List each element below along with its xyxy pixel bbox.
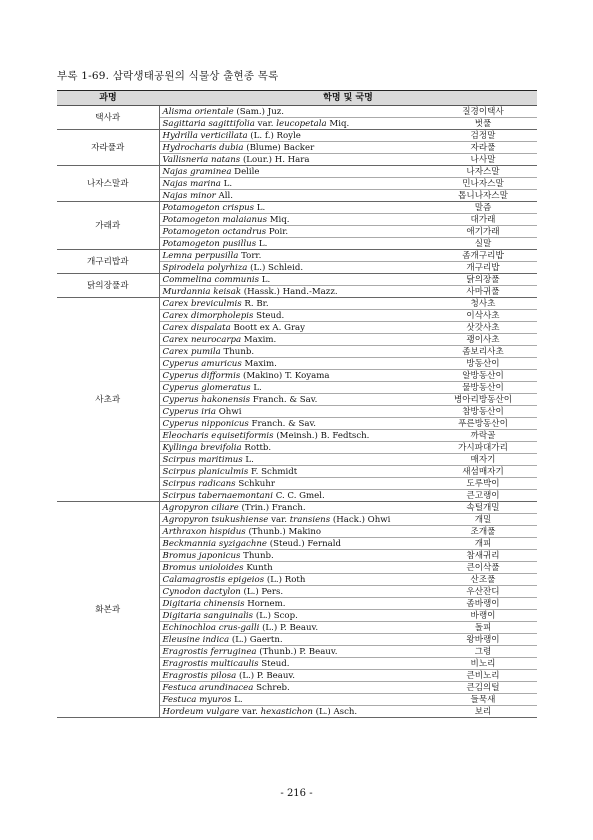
name-italic-part: Agropyron tsukushiense xyxy=(162,514,269,525)
name-italic-part: Cyperus difformis xyxy=(162,370,241,381)
name-italic-part: Arthraxon hispidus xyxy=(162,526,246,537)
name-author-part: Ohwi xyxy=(216,406,242,417)
scientific-name-cell xyxy=(159,286,429,298)
korean-name-cell: 질경이택사 xyxy=(429,106,537,118)
name-italic-part: Commelina communis xyxy=(162,274,260,285)
name-italic-part: Murdannia keisak xyxy=(162,286,242,297)
name-author-part: (Steud.) Fernald xyxy=(267,538,341,549)
scientific-name-cell xyxy=(159,490,429,502)
scientific-name-cell xyxy=(159,442,429,454)
korean-name-cell: 검정말 xyxy=(429,130,537,142)
name-italic-part: Bromus unioloides xyxy=(162,562,244,573)
name-italic-part: Festuca myuros xyxy=(162,694,232,705)
korean-name-cell: 좀보리사초 xyxy=(429,346,537,358)
korean-name-cell: 참새귀리 xyxy=(429,550,537,562)
name-italic-part: Echinochloa crus-galli xyxy=(162,622,260,633)
scientific-name-cell xyxy=(159,622,429,634)
scientific-name-cell xyxy=(159,394,429,406)
korean-name-cell: 삿갓사초 xyxy=(429,322,537,334)
table-row xyxy=(57,274,537,286)
name-author-part: Schreb. xyxy=(253,682,290,693)
korean-name-cell: 바랭이 xyxy=(429,610,537,622)
name-author-part: L. xyxy=(220,178,233,189)
scientific-name-cell xyxy=(159,130,429,142)
scientific-name-cell xyxy=(159,646,429,658)
korean-name-cell: 들묵새 xyxy=(429,694,537,706)
name-italic-part: Hydrocharis dubia xyxy=(162,142,244,153)
name-author-part: (Meinsh.) B. Fedtsch. xyxy=(273,430,370,441)
name-author-part: (L.) Pers. xyxy=(240,586,284,597)
korean-name-cell: 그령 xyxy=(429,646,537,658)
scientific-name-cell xyxy=(159,502,429,514)
name-author-part: L. xyxy=(259,274,271,285)
name-author-part: Maxim. xyxy=(241,358,277,369)
name-author-part: Steud. xyxy=(258,658,290,669)
name-italic-part: Hydrilla verticillata xyxy=(162,130,248,141)
name-author-part: (Thunb.) Makino xyxy=(245,526,322,537)
scientific-name-cell xyxy=(159,334,429,346)
name-italic-part: Eleusine indica xyxy=(162,634,230,645)
name-author-part: (Blume) Backer xyxy=(243,142,315,153)
table-row xyxy=(57,130,537,142)
scientific-name-cell xyxy=(159,682,429,694)
scientific-name-cell xyxy=(159,610,429,622)
name-author-part: (Trin.) Franch. xyxy=(238,502,306,513)
korean-name-cell: 말즘 xyxy=(429,202,537,214)
name-italic-part: Potamogeton pusillus xyxy=(162,238,257,249)
name-author-part: (Hack.) Ohwi xyxy=(330,514,391,525)
name-author-part: (L.) Asch. xyxy=(312,706,358,717)
scientific-name-cell xyxy=(159,466,429,478)
table-header xyxy=(57,91,537,106)
scientific-name-cell xyxy=(159,574,429,586)
scientific-name-cell xyxy=(159,322,429,334)
scientific-name-cell xyxy=(159,382,429,394)
korean-name-cell: 애기가래 xyxy=(429,226,537,238)
korean-name-cell: 대가래 xyxy=(429,214,537,226)
name-author-part: (L.) P. Beauv. xyxy=(259,622,319,633)
name-italic-part: Potamogeton crispus xyxy=(162,202,255,213)
name-italic-part: Najas graminea xyxy=(162,166,232,177)
name-italic-part: Cyperus amuricus xyxy=(162,358,242,369)
korean-name-cell: 개피 xyxy=(429,538,537,550)
name-italic-part: Eragrostis ferruginea xyxy=(162,646,257,657)
korean-name-cell: 새섬매자기 xyxy=(429,466,537,478)
name-author-part: Poir. xyxy=(266,226,289,237)
name-italic-part: hexastichon xyxy=(260,706,313,717)
korean-name-cell: 도루박이 xyxy=(429,478,537,490)
name-italic-part: Vallisneria natans xyxy=(162,154,241,165)
name-author-part: var. xyxy=(254,118,277,129)
korean-name-cell: 비노리 xyxy=(429,658,537,670)
name-italic-part: Cynodon dactylon xyxy=(162,586,241,597)
document-title: 부록 1-69. 삼락생태공원의 식물상 출현종 목록 xyxy=(57,70,279,82)
name-italic-part: Digitaria sanguinalis xyxy=(162,610,254,621)
korean-name-cell: 큰이삭풀 xyxy=(429,562,537,574)
family-cell: 닭의장풀과 xyxy=(57,274,159,298)
scientific-name-cell xyxy=(159,118,429,130)
name-author-part: (L.) P. Beauv. xyxy=(236,670,295,681)
korean-name-cell: 벗풀 xyxy=(429,118,537,130)
scientific-name-cell xyxy=(159,418,429,430)
family-cell: 개구리밥과 xyxy=(57,250,159,274)
scientific-name-cell xyxy=(159,178,429,190)
korean-name-cell: 병아리방동산이 xyxy=(429,394,537,406)
korean-name-cell: 방동산이 xyxy=(429,358,537,370)
name-author-part: Franch. & Sav. xyxy=(250,394,318,405)
name-italic-part: Cyperus nipponicus xyxy=(162,418,249,429)
scientific-name-cell xyxy=(159,706,429,718)
name-italic-part: Festuca arundinacea xyxy=(162,682,254,693)
name-italic-part: leucopetala xyxy=(276,118,327,129)
korean-name-cell: 산조풀 xyxy=(429,574,537,586)
name-italic-part: Hordeum vulgare xyxy=(162,706,240,717)
scientific-name-cell xyxy=(159,154,429,166)
scientific-name-cell xyxy=(159,586,429,598)
family-cell: 가래과 xyxy=(57,202,159,250)
name-italic-part: Eragrostis pilosa xyxy=(162,670,237,681)
name-author-part: Schkuhr xyxy=(235,478,275,489)
name-author-part: (L.) Roth xyxy=(264,574,306,585)
korean-name-cell: 나사말 xyxy=(429,154,537,166)
korean-name-cell: 큰김의털 xyxy=(429,682,537,694)
scientific-name-cell xyxy=(159,370,429,382)
name-author-part: (L. f.) Royle xyxy=(247,130,301,141)
korean-name-cell: 이삭사초 xyxy=(429,310,537,322)
table-row xyxy=(57,166,537,178)
name-italic-part: Cyperus iria xyxy=(162,406,217,417)
name-italic-part: Scirpus radicans xyxy=(162,478,236,489)
korean-name-cell: 속털개밀 xyxy=(429,502,537,514)
scientific-name-cell xyxy=(159,274,429,286)
name-author-part: R. Br. xyxy=(241,298,269,309)
scientific-name-cell xyxy=(159,190,429,202)
scientific-name-cell xyxy=(159,598,429,610)
name-italic-part: Spirodela polyrhiza xyxy=(162,262,248,273)
name-author-part: Thunb. xyxy=(220,346,255,357)
name-author-part: (Makino) T. Koyama xyxy=(240,370,330,381)
scientific-name-cell xyxy=(159,310,429,322)
table-row xyxy=(57,106,537,118)
name-author-part: Steud. xyxy=(253,310,285,321)
table-row xyxy=(57,502,537,514)
korean-name-cell: 좀개구리밥 xyxy=(429,250,537,262)
name-author-part: var. xyxy=(239,706,261,717)
name-author-part: Torr. xyxy=(238,250,262,261)
name-italic-part: Carex neurocarpa xyxy=(162,334,242,345)
korean-name-cell: 알방동산이 xyxy=(429,370,537,382)
name-author-part: C. C. Gmel. xyxy=(272,490,325,501)
name-italic-part: Alisma orientale xyxy=(162,106,234,117)
korean-name-cell: 자라풀 xyxy=(429,142,537,154)
scientific-name-cell xyxy=(159,658,429,670)
korean-name-cell: 매자기 xyxy=(429,454,537,466)
name-italic-part: Agropyron ciliare xyxy=(162,502,239,513)
korean-name-cell: 우산잔디 xyxy=(429,586,537,598)
name-author-part: Franch. & Sav. xyxy=(248,418,317,429)
korean-name-cell: 조개풀 xyxy=(429,526,537,538)
name-italic-part: Bromus japonicus xyxy=(162,550,241,561)
name-italic-part: Potamogeton octandrus xyxy=(162,226,267,237)
name-italic-part: Scirpus planiculmis xyxy=(162,466,249,477)
page-number: - 216 - xyxy=(280,788,313,799)
scientific-name-cell xyxy=(159,214,429,226)
scientific-name-cell xyxy=(159,346,429,358)
name-author-part: Delile xyxy=(231,166,260,177)
name-italic-part: Najas minor xyxy=(162,190,216,201)
name-author-part: (Sam.) Juz. xyxy=(233,106,284,117)
name-author-part: var. xyxy=(268,514,290,525)
scientific-name-cell xyxy=(159,526,429,538)
name-author-part: Maxim. xyxy=(241,334,277,345)
scientific-name-cell xyxy=(159,670,429,682)
korean-name-cell: 닭의장풀 xyxy=(429,274,537,286)
table-row xyxy=(57,250,537,262)
scientific-name-cell xyxy=(159,562,429,574)
scientific-name-cell xyxy=(159,226,429,238)
family-cell: 택사과 xyxy=(57,106,159,130)
scientific-name-cell xyxy=(159,202,429,214)
scientific-name-cell xyxy=(159,430,429,442)
scientific-name-cell xyxy=(159,298,429,310)
name-author-part: Miq. xyxy=(326,118,350,129)
name-author-part: Miq. xyxy=(266,214,290,225)
name-italic-part: Lemna perpusilla xyxy=(162,250,239,261)
name-italic-part: Beckmannia syzigachne xyxy=(162,538,268,549)
species-table xyxy=(57,90,537,718)
korean-name-cell: 큰고랭이 xyxy=(429,490,537,502)
scientific-name-cell xyxy=(159,550,429,562)
korean-name-cell: 괭이사초 xyxy=(429,334,537,346)
name-author-part: Thunb. xyxy=(240,550,274,561)
name-italic-part: Scirpus tabernaemontani xyxy=(162,490,273,501)
name-italic-part: transiens xyxy=(289,514,331,525)
name-italic-part: Digitaria chinensis xyxy=(162,598,245,609)
korean-name-cell: 왕바랭이 xyxy=(429,634,537,646)
name-author-part: L. xyxy=(231,694,243,705)
name-italic-part: Sagittaria sagittifolia xyxy=(162,118,255,129)
name-author-part: Kunth xyxy=(243,562,273,573)
scientific-name-cell xyxy=(159,142,429,154)
name-author-part: Hornem. xyxy=(244,598,286,609)
name-author-part: Boott ex A. Gray xyxy=(230,322,306,333)
name-author-part: (Lour.) H. Hara xyxy=(240,154,310,165)
name-italic-part: Calamagrostis epigeios xyxy=(162,574,265,585)
name-italic-part: Eragrostis multicaulis xyxy=(162,658,259,669)
korean-name-cell: 청사초 xyxy=(429,298,537,310)
name-author-part: F. Schmidt xyxy=(248,466,298,477)
scientific-name-cell xyxy=(159,538,429,550)
scientific-name-cell xyxy=(159,634,429,646)
table-body xyxy=(57,106,537,718)
korean-name-cell: 개구리밥 xyxy=(429,262,537,274)
family-cell: 화본과 xyxy=(57,502,159,718)
korean-name-cell: 민나자스말 xyxy=(429,178,537,190)
korean-name-cell: 물방동산이 xyxy=(429,382,537,394)
korean-name-cell: 좀바랭이 xyxy=(429,598,537,610)
header-name: 학명 및 국명 xyxy=(159,91,537,106)
korean-name-cell: 보리 xyxy=(429,706,537,718)
name-italic-part: Potamogeton malaianus xyxy=(162,214,267,225)
korean-name-cell: 사마귀풀 xyxy=(429,286,537,298)
family-cell: 나자스말과 xyxy=(57,166,159,202)
name-author-part: (L.) Schleid. xyxy=(247,262,304,273)
name-italic-part: Eleocharis equisetiformis xyxy=(162,430,274,441)
scientific-name-cell xyxy=(159,514,429,526)
korean-name-cell: 실말 xyxy=(429,238,537,250)
name-italic-part: Cyperus hakonensis xyxy=(162,394,251,405)
korean-name-cell: 큰비노리 xyxy=(429,670,537,682)
scientific-name-cell xyxy=(159,250,429,262)
name-italic-part: Carex breviculmis xyxy=(162,298,242,309)
table-row xyxy=(57,202,537,214)
name-italic-part: Kyllinga brevifolia xyxy=(162,442,242,453)
name-italic-part: Carex dimorpholepis xyxy=(162,310,254,321)
scientific-name-cell xyxy=(159,406,429,418)
korean-name-cell: 푸른방동산이 xyxy=(429,418,537,430)
name-author-part: L. xyxy=(242,454,254,465)
name-italic-part: Cyperus glomeratus xyxy=(162,382,251,393)
scientific-name-cell xyxy=(159,262,429,274)
name-author-part: L. xyxy=(250,382,262,393)
family-cell: 사초과 xyxy=(57,298,159,502)
table-row xyxy=(57,298,537,310)
name-italic-part: Carex dispalata xyxy=(162,322,231,333)
korean-name-cell: 개밀 xyxy=(429,514,537,526)
name-author-part: L. xyxy=(256,238,268,249)
korean-name-cell: 돌피 xyxy=(429,622,537,634)
scientific-name-cell xyxy=(159,106,429,118)
header-family: 과명 xyxy=(57,91,159,106)
korean-name-cell: 참방동산이 xyxy=(429,406,537,418)
name-author-part: (L.) Scop. xyxy=(253,610,298,621)
name-author-part: Rottb. xyxy=(241,442,272,453)
scientific-name-cell xyxy=(159,166,429,178)
scientific-name-cell xyxy=(159,694,429,706)
name-italic-part: Najas marina xyxy=(162,178,221,189)
name-author-part: (Hassk.) Hand.-Mazz. xyxy=(241,286,338,297)
korean-name-cell: 톱니나자스말 xyxy=(429,190,537,202)
scientific-name-cell xyxy=(159,478,429,490)
korean-name-cell: 나자스말 xyxy=(429,166,537,178)
name-author-part: L. xyxy=(254,202,266,213)
name-author-part: (L.) Gaertn. xyxy=(229,634,283,645)
scientific-name-cell xyxy=(159,238,429,250)
family-cell: 자라풀과 xyxy=(57,130,159,166)
name-author-part: All. xyxy=(215,190,233,201)
name-italic-part: Carex pumila xyxy=(162,346,221,357)
scientific-name-cell xyxy=(159,358,429,370)
korean-name-cell: 까락골 xyxy=(429,430,537,442)
name-author-part: (Thunb.) P. Beauv. xyxy=(256,646,338,657)
name-italic-part: Scirpus maritimus xyxy=(162,454,243,465)
scientific-name-cell xyxy=(159,454,429,466)
korean-name-cell: 가시파대가리 xyxy=(429,442,537,454)
